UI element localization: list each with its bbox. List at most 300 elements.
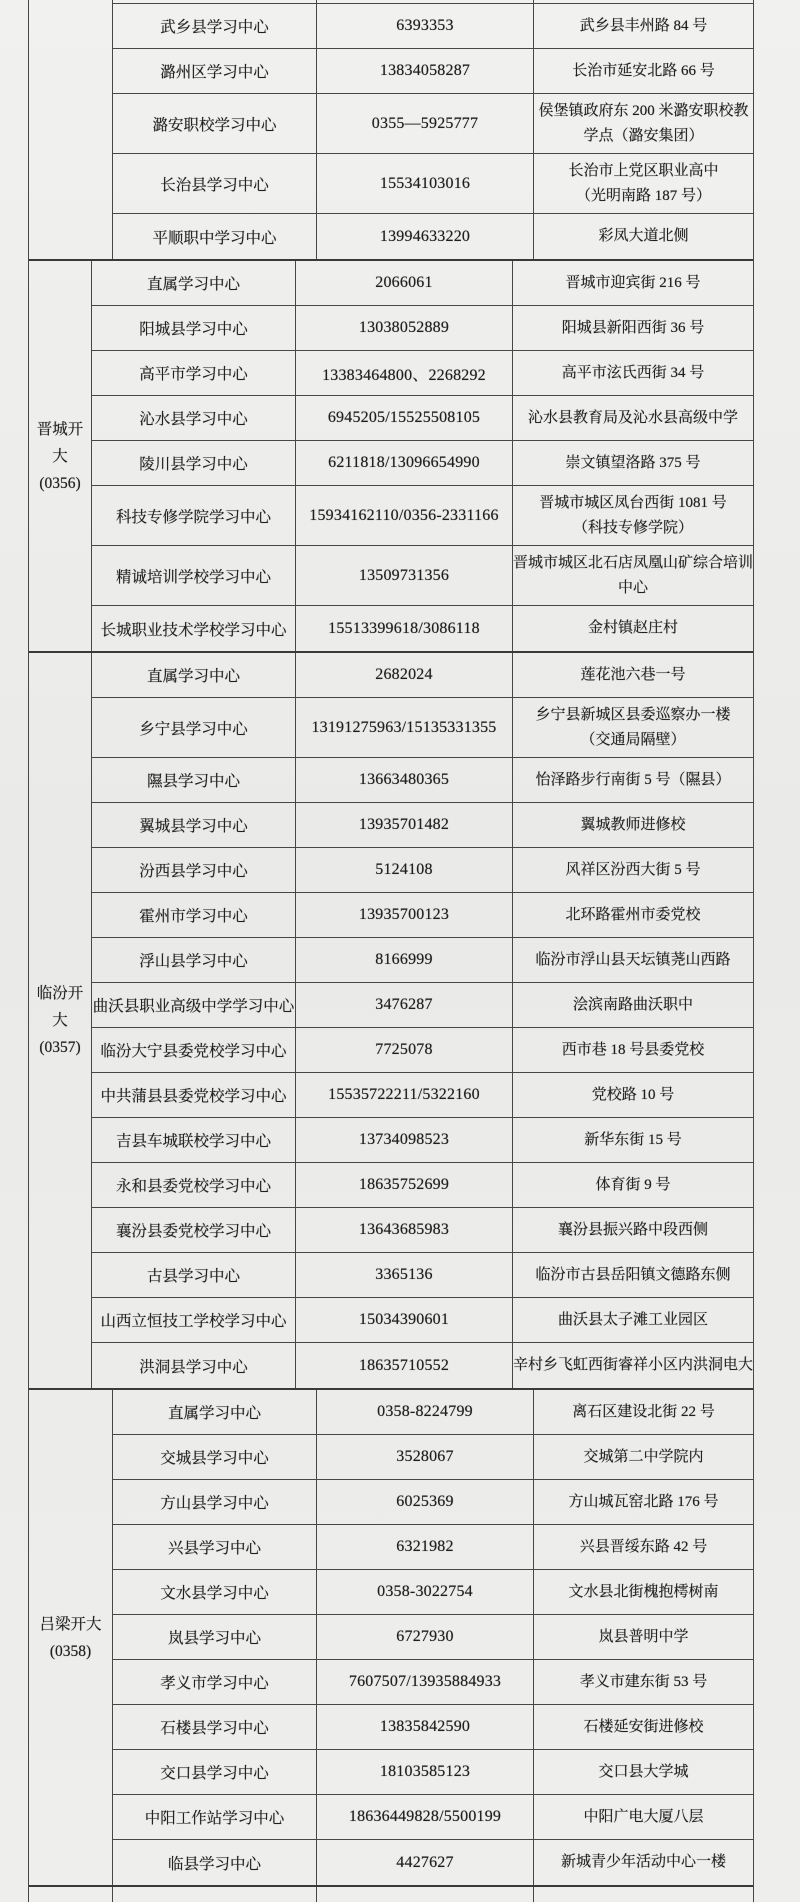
address-line: 新华东街 15 号 — [584, 1131, 682, 1148]
center-name-text: 直属学习中心 — [167, 1405, 261, 1422]
center-name-text: 汾西县学习中心 — [139, 863, 248, 880]
table-row — [92, 938, 753, 983]
center-name-cell — [92, 698, 296, 757]
center-address-cell — [513, 938, 753, 982]
table-row — [92, 848, 753, 893]
center-address-cell — [513, 1298, 753, 1342]
center-phone-text: 15934162110/0356-2331166 — [309, 506, 499, 524]
region-label-line: 临汾开大 — [36, 985, 84, 1029]
center-address-cell — [534, 1435, 753, 1479]
center-phone-cell — [296, 938, 513, 982]
table-row — [92, 441, 753, 486]
table-row — [92, 1343, 753, 1388]
center-phone-text: 18635710552 — [358, 1356, 450, 1374]
address-line: 浍滨南路曲沃职中 — [572, 996, 693, 1013]
center-name-text: 临县学习中心 — [167, 1855, 261, 1873]
center-name-text: 翼城县学习中心 — [139, 818, 248, 835]
address-line: 文水县北街槐抱樗树南 — [568, 1583, 719, 1600]
center-phone-cell — [317, 49, 534, 93]
center-phone-text: 15534103016 — [379, 174, 471, 192]
table-row — [113, 4, 753, 49]
center-name-text: 文水县学习中心 — [160, 1585, 269, 1602]
center-phone-cell — [296, 1343, 513, 1388]
center-address-cell — [513, 1163, 753, 1207]
center-phone-text: 13935700123 — [358, 906, 450, 923]
address-line: 兴县晋绥东路 42 号 — [579, 1538, 708, 1555]
group-rows — [113, 1887, 753, 1902]
address-line: 新城青少年活动中心一楼 — [560, 1854, 726, 1870]
group-rows — [92, 653, 753, 1388]
address-line: 襄汾县振兴路中段西侧 — [557, 1221, 708, 1238]
center-name-cell — [92, 1343, 296, 1388]
center-name-cell — [92, 893, 296, 937]
table-row — [113, 49, 753, 94]
center-name-cell — [113, 49, 317, 93]
center-name-cell — [113, 214, 317, 259]
table-row — [113, 1570, 753, 1615]
table-row — [92, 351, 753, 396]
table-row — [113, 94, 753, 154]
center-name-cell — [113, 154, 317, 213]
center-phone-text: 6211818/13096654990 — [328, 454, 480, 471]
group-rows — [113, 0, 753, 259]
center-phone-cell — [296, 893, 513, 937]
address-line: 中心 — [617, 579, 648, 596]
center-phone-cell — [317, 94, 534, 153]
center-name-text: 石楼县学习中心 — [160, 1720, 269, 1737]
center-address-cell — [534, 1480, 753, 1524]
center-phone-text: 3365136 — [375, 1266, 433, 1283]
center-phone-text: 13935701482 — [358, 816, 450, 833]
center-phone-cell — [296, 1253, 513, 1297]
center-phone-text: 4427627 — [396, 1853, 454, 1871]
center-name-cell — [92, 486, 296, 545]
address-line: 中阳广电大厦八层 — [583, 1808, 704, 1825]
center-name-cell — [92, 261, 296, 305]
center-phone-text: 13191275963/15135331355 — [311, 718, 497, 736]
center-name-text: 临汾大宁县委党校学习中心 — [100, 1043, 287, 1060]
center-phone-text: 5124108 — [375, 861, 433, 878]
center-phone-text: 15513399618/3086118 — [328, 619, 480, 637]
center-name-text: 中共蒲县县委党校学习中心 — [100, 1088, 287, 1105]
bottom-partial-row — [29, 1887, 753, 1902]
address-line: 长治市延安北路 66 号 — [572, 62, 715, 79]
center-address-cell — [513, 486, 753, 545]
table-row — [113, 1660, 753, 1705]
address-line: 党校路 10 号 — [591, 1086, 675, 1103]
table-row — [92, 261, 753, 306]
address-line: 临汾市浮山县天坛镇荛山西路 — [535, 951, 731, 968]
table-row — [92, 653, 753, 698]
center-name-text: 洪洞县学习中心 — [139, 1358, 248, 1376]
center-phone-cell — [296, 983, 513, 1027]
center-address-cell — [534, 4, 753, 48]
center-phone-text: 8166999 — [375, 951, 433, 968]
center-name-cell — [92, 1298, 296, 1342]
address-line: 晋城市城区凤台西街 1081 号 — [539, 494, 727, 511]
address-line: 离石区建设北街 22 号 — [572, 1403, 715, 1420]
center-name-text: 长治县学习中心 — [160, 176, 269, 194]
center-name-cell — [92, 306, 296, 350]
center-phone-text: 2066061 — [375, 274, 433, 291]
region-group — [29, 653, 753, 1390]
address-line: 学点（潞安集团） — [583, 127, 704, 144]
address-line: 交城第二中学院内 — [583, 1448, 704, 1465]
center-name-cell — [113, 1570, 317, 1614]
center-phone-cell — [317, 1615, 534, 1659]
center-phone-cell — [296, 1118, 513, 1162]
table-row — [113, 1795, 753, 1840]
center-address-cell — [534, 94, 753, 153]
center-phone-text: 18636449828/5500199 — [348, 1808, 502, 1825]
center-address-cell — [513, 606, 753, 651]
address-line: 孝义市建东街 53 号 — [579, 1673, 708, 1690]
center-phone-text: 15535722211/5322160 — [328, 1086, 480, 1103]
center-name-cell — [113, 0, 317, 3]
center-phone-cell — [296, 606, 513, 651]
address-line: 莲花池六巷一号 — [580, 666, 686, 683]
center-name-text: 吉县车城联校学习中心 — [115, 1133, 271, 1150]
center-phone-cell — [317, 1525, 534, 1569]
address-line: 怡泽路步行南街 5 号（隰县） — [535, 771, 731, 788]
center-name-cell — [113, 1615, 317, 1659]
center-phone-cell — [296, 351, 513, 395]
center-phone-cell — [296, 486, 513, 545]
center-phone-text: 0355—5925777 — [371, 114, 479, 132]
center-phone-cell — [296, 261, 513, 305]
center-phone-cell — [317, 154, 534, 213]
center-name-text: 阳城县学习中心 — [139, 321, 248, 338]
center-name-cell — [92, 1118, 296, 1162]
center-address-cell — [534, 49, 753, 93]
center-name-cell — [92, 1253, 296, 1297]
address-line: 风祥区汾西大街 5 号 — [565, 861, 701, 878]
center-phone-text: 13994633220 — [379, 227, 471, 245]
center-address-cell — [513, 396, 753, 440]
table-row — [113, 1705, 753, 1750]
center-address-cell — [513, 1073, 753, 1117]
center-phone-text: 7607507/13935884933 — [348, 1673, 502, 1690]
center-name-text: 潞安职校学习中心 — [152, 116, 277, 134]
center-name-text: 陵川县学习中心 — [139, 456, 248, 473]
center-phone-cell — [317, 4, 534, 48]
region-label-line: (0356) — [39, 474, 81, 492]
center-address-cell — [513, 803, 753, 847]
center-address-cell — [513, 983, 753, 1027]
center-phone-text: 6025369 — [396, 1493, 454, 1510]
region-label — [29, 1887, 113, 1902]
address-line: 临汾市古县岳阳镇文德路东侧 — [535, 1266, 731, 1283]
center-phone-cell — [317, 1750, 534, 1794]
address-line: 高平市泫氏西街 34 号 — [561, 364, 705, 381]
table-row — [92, 396, 753, 441]
region-label-line: (0358) — [49, 1642, 92, 1660]
center-address-cell — [513, 1028, 753, 1072]
center-phone-cell — [296, 306, 513, 350]
center-name-text: 直属学习中心 — [146, 668, 240, 685]
center-name-text: 交口县学习中心 — [160, 1765, 269, 1782]
address-line: 石楼延安街进修校 — [583, 1718, 704, 1735]
center-address-cell — [534, 1615, 753, 1659]
table-row — [113, 1390, 753, 1435]
center-phone-text: 6321982 — [396, 1538, 454, 1555]
table-row — [92, 1298, 753, 1343]
center-phone-cell — [296, 803, 513, 847]
center-phone-cell — [317, 1887, 534, 1902]
region-group — [29, 1390, 753, 1887]
center-phone-text: 6945205/15525508105 — [327, 409, 481, 426]
address-line: 彩凤大道北侧 — [598, 228, 689, 244]
address-line: 乡宁县新城区县委巡察办一楼 — [535, 706, 731, 723]
center-phone-cell — [296, 1028, 513, 1072]
address-line: 金村镇赵庄村 — [587, 620, 678, 636]
table-row — [92, 306, 753, 351]
table-row — [92, 1028, 753, 1073]
center-name-text: 古县学习中心 — [146, 1268, 240, 1285]
center-phone-text: 3476287 — [375, 996, 433, 1013]
address-line: 翼城教师进修校 — [580, 816, 686, 833]
center-name-cell — [92, 803, 296, 847]
region-group — [29, 261, 753, 653]
center-address-cell — [513, 261, 753, 305]
center-address-cell — [534, 1705, 753, 1749]
center-address-cell — [513, 653, 753, 697]
center-address-cell — [513, 351, 753, 395]
address-line: （交通局隔壁） — [580, 731, 686, 748]
center-name-cell — [92, 848, 296, 892]
center-phone-cell — [296, 698, 513, 757]
center-name-cell — [113, 1435, 317, 1479]
center-address-cell — [513, 306, 753, 350]
center-name-text: 高平市学习中心 — [139, 366, 248, 383]
center-name-cell — [113, 1525, 317, 1569]
center-name-cell — [92, 938, 296, 982]
region-label — [29, 1390, 113, 1885]
address-line: 武乡县丰州路 84 号 — [579, 17, 708, 34]
center-phone-text: 0358-3022754 — [377, 1583, 473, 1600]
center-name-cell — [92, 396, 296, 440]
center-name-cell — [92, 653, 296, 697]
center-address-cell — [513, 698, 753, 757]
address-line: （科技专修学院） — [572, 519, 693, 536]
table-row — [113, 1840, 753, 1885]
address-line: 长治市上党区职业高中 — [568, 162, 719, 179]
center-name-cell — [92, 983, 296, 1027]
center-phone-cell — [317, 1660, 534, 1704]
center-address-cell — [534, 1390, 753, 1434]
center-phone-cell — [296, 1073, 513, 1117]
center-address-cell — [534, 1660, 753, 1704]
center-name-text: 乡宁县学习中心 — [139, 720, 248, 738]
table-row — [113, 1615, 753, 1660]
center-address-cell — [513, 1253, 753, 1297]
center-name-text: 山西立恒技工学校学习中心 — [100, 1313, 287, 1330]
center-phone-cell — [296, 441, 513, 485]
center-name-text: 科技专修学院学习中心 — [115, 508, 271, 526]
center-address-cell — [513, 441, 753, 485]
center-address-cell — [513, 893, 753, 937]
center-address-cell — [534, 1887, 753, 1902]
center-phone-cell — [296, 848, 513, 892]
center-phone-cell — [296, 758, 513, 802]
table-row — [92, 1253, 753, 1298]
center-phone-cell — [317, 1840, 534, 1885]
table-row — [92, 546, 753, 606]
center-phone-text: 13834058287 — [379, 62, 471, 79]
center-phone-text: 0358-8224799 — [377, 1403, 473, 1420]
center-phone-cell — [317, 1795, 534, 1839]
center-name-text: 浮山县学习中心 — [139, 953, 248, 970]
region-label — [29, 653, 92, 1388]
center-phone-cell — [317, 1390, 534, 1434]
center-name-text: 孝义市学习中心 — [160, 1675, 269, 1692]
center-phone-cell — [317, 1705, 534, 1749]
center-name-text: 平顺职中学习中心 — [152, 229, 277, 247]
address-line: 沁水县教育局及沁水县高级中学 — [527, 409, 738, 426]
address-line: 辛村乡飞虹西街睿祥小区内洪洞电大 — [512, 1357, 753, 1373]
center-name-cell — [92, 1208, 296, 1252]
center-address-cell — [534, 1570, 753, 1614]
table-row — [92, 983, 753, 1028]
address-line: 侯堡镇政府东 200 米潞安职校教 — [538, 102, 749, 119]
center-name-text: 沁水县学习中心 — [139, 411, 248, 428]
center-address-cell — [513, 1118, 753, 1162]
group-rows — [113, 1390, 753, 1885]
center-phone-text: 18635752699 — [358, 1176, 450, 1193]
center-name-text: 永和县委党校学习中心 — [115, 1178, 271, 1195]
center-phone-text: 6727930 — [396, 1628, 454, 1645]
center-phone-cell — [296, 1298, 513, 1342]
table-row — [113, 154, 753, 214]
address-line: 北环路霍州市委党校 — [565, 906, 701, 923]
center-name-cell — [113, 1660, 317, 1704]
table-row — [92, 893, 753, 938]
center-phone-text: 13734098523 — [358, 1131, 450, 1148]
center-phone-text: 15034390601 — [358, 1311, 450, 1328]
center-name-text: 潞州区学习中心 — [160, 64, 269, 81]
center-name-cell — [92, 441, 296, 485]
learning-centers-table — [28, 0, 754, 1902]
center-name-cell — [113, 1750, 317, 1794]
center-phone-cell — [296, 1163, 513, 1207]
table-row — [92, 803, 753, 848]
center-name-text: 精诚培训学校学习中心 — [115, 568, 271, 586]
address-line: 曲沃县太子滩工业园区 — [557, 1311, 708, 1328]
center-phone-text: 13038052889 — [358, 319, 450, 336]
center-phone-text: 7725078 — [375, 1041, 433, 1058]
center-name-text: 直属学习中心 — [146, 276, 240, 293]
center-phone-text: 13835842590 — [379, 1718, 471, 1735]
table-row — [113, 1480, 753, 1525]
address-line: 方山城瓦窑北路 176 号 — [568, 1493, 719, 1510]
center-phone-cell — [296, 1208, 513, 1252]
center-name-cell — [92, 606, 296, 651]
center-name-text: 中阳工作站学习中心 — [144, 1810, 285, 1827]
center-name-cell — [92, 1163, 296, 1207]
center-address-cell — [513, 758, 753, 802]
region-label-line: 吕梁开大 — [39, 1615, 102, 1633]
center-phone-text: 3528067 — [396, 1448, 454, 1465]
address-line: 岚县普明中学 — [598, 1628, 689, 1645]
center-phone-cell — [296, 546, 513, 605]
center-address-cell — [513, 848, 753, 892]
center-name-cell — [113, 1887, 317, 1902]
center-name-text: 岚县学习中心 — [167, 1630, 261, 1647]
center-name-cell — [113, 1390, 317, 1434]
center-address-cell — [534, 1750, 753, 1794]
center-phone-cell — [317, 0, 534, 3]
table-row — [92, 606, 753, 651]
center-name-cell — [92, 1028, 296, 1072]
address-line: 崇文镇望洛路 375 号 — [565, 454, 701, 471]
center-phone-text: 13663480365 — [358, 771, 450, 788]
center-address-cell — [513, 1208, 753, 1252]
address-line: 体育街 9 号 — [595, 1176, 671, 1193]
center-name-text: 兴县学习中心 — [167, 1540, 261, 1557]
table-row — [92, 1208, 753, 1253]
table-row — [92, 1073, 753, 1118]
center-phone-text: 13643685983 — [358, 1221, 450, 1238]
center-name-text: 长城职业技术学校学习中心 — [100, 621, 287, 639]
center-phone-cell — [296, 396, 513, 440]
center-phone-text: 13383464800、2268292 — [322, 366, 486, 384]
center-name-text: 霍州市学习中心 — [139, 908, 248, 925]
address-line: 晋城市城区北石店凤凰山矿综合培训 — [512, 554, 753, 571]
center-name-text: 方山县学习中心 — [160, 1495, 269, 1512]
table-row — [92, 1118, 753, 1163]
center-address-cell — [534, 1795, 753, 1839]
table-row — [113, 1435, 753, 1480]
center-name-cell — [113, 94, 317, 153]
center-name-cell — [92, 1073, 296, 1117]
center-phone-cell — [317, 1480, 534, 1524]
region-label — [29, 0, 113, 259]
address-line: 西市巷 18 号县委党校 — [561, 1041, 705, 1058]
center-address-cell — [534, 1525, 753, 1569]
region-label — [29, 261, 92, 651]
center-name-cell — [113, 1705, 317, 1749]
group-rows — [92, 261, 753, 651]
center-phone-text: 6393353 — [396, 17, 454, 34]
center-phone-text: 13509731356 — [358, 566, 450, 584]
address-line: （光明南路 187 号） — [575, 187, 711, 204]
center-address-cell — [534, 154, 753, 213]
center-address-cell — [534, 1840, 753, 1885]
center-name-text: 交城县学习中心 — [160, 1450, 269, 1467]
table-row — [92, 1163, 753, 1208]
center-name-text: 武乡县学习中心 — [160, 19, 269, 36]
center-phone-cell — [317, 1435, 534, 1479]
center-name-cell — [113, 1840, 317, 1885]
address-line: 交口县大学城 — [598, 1763, 689, 1780]
address-line: 阳城县新阳西街 36 号 — [561, 319, 705, 336]
center-phone-text: 18103585123 — [379, 1763, 471, 1780]
region-group — [29, 0, 753, 261]
table-row — [113, 1750, 753, 1795]
table-row — [92, 698, 753, 758]
address-line: 晋城市迎宾街 216 号 — [565, 274, 701, 291]
center-name-cell — [92, 758, 296, 802]
center-name-cell — [113, 4, 317, 48]
center-name-text: 隰县学习中心 — [146, 773, 240, 790]
center-name-cell — [113, 1795, 317, 1839]
center-name-cell — [92, 546, 296, 605]
table-row — [92, 758, 753, 803]
table-row — [113, 214, 753, 259]
center-name-cell — [113, 1480, 317, 1524]
center-address-cell — [534, 0, 753, 3]
center-phone-cell — [317, 214, 534, 259]
